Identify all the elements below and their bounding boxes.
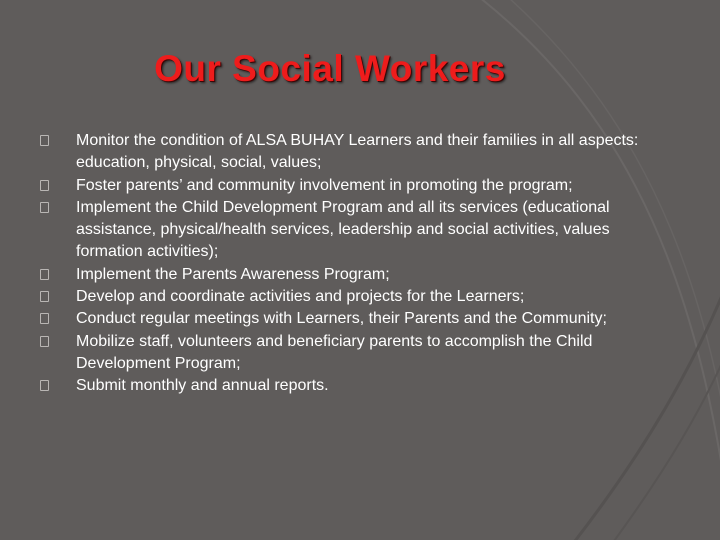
list-item-text: Mobilize staff, volunteers and beneficiary parents to accomplish the Child Development Program; xyxy=(76,332,593,372)
list-item xyxy=(40,331,640,376)
list-item-text: Develop and coordinate activities and projects for the Learners; xyxy=(76,288,525,306)
list-item xyxy=(40,264,640,286)
list-item xyxy=(40,197,640,264)
list-item-text: Conduct regular meetings with Learners, their Parents and the Community; xyxy=(76,310,607,328)
list-item-text: Submit monthly and annual reports. xyxy=(76,377,329,395)
missing-glyph-box-icon xyxy=(40,202,49,213)
list-item xyxy=(40,286,640,308)
list-item xyxy=(40,308,640,330)
missing-glyph-box-icon xyxy=(40,380,49,391)
missing-glyph-box-icon xyxy=(40,291,49,302)
missing-glyph-box-icon xyxy=(40,336,49,347)
missing-glyph-box-icon xyxy=(40,269,49,280)
bullet-list xyxy=(40,130,640,398)
list-item xyxy=(40,175,640,197)
missing-glyph-box-icon xyxy=(40,180,49,191)
list-item-text: Implement the Child Development Program and all its services (educational assistance, physical/health services, leadership and social activities, values formation activities); xyxy=(76,198,610,261)
missing-glyph-box-icon xyxy=(40,313,49,324)
list-item xyxy=(40,130,640,175)
list-item-text: Foster parents’ and community involvement in promoting the program; xyxy=(76,176,573,194)
list-item-text: Monitor the condition of ALSA BUHAY Learners and their families in all aspects: education, physical, social, values; xyxy=(76,132,639,172)
list-item-text: Implement the Parents Awareness Program; xyxy=(76,265,390,283)
list-item xyxy=(40,375,640,397)
slide-title: Our Social Workers xyxy=(154,48,506,89)
missing-glyph-box-icon xyxy=(40,135,49,146)
